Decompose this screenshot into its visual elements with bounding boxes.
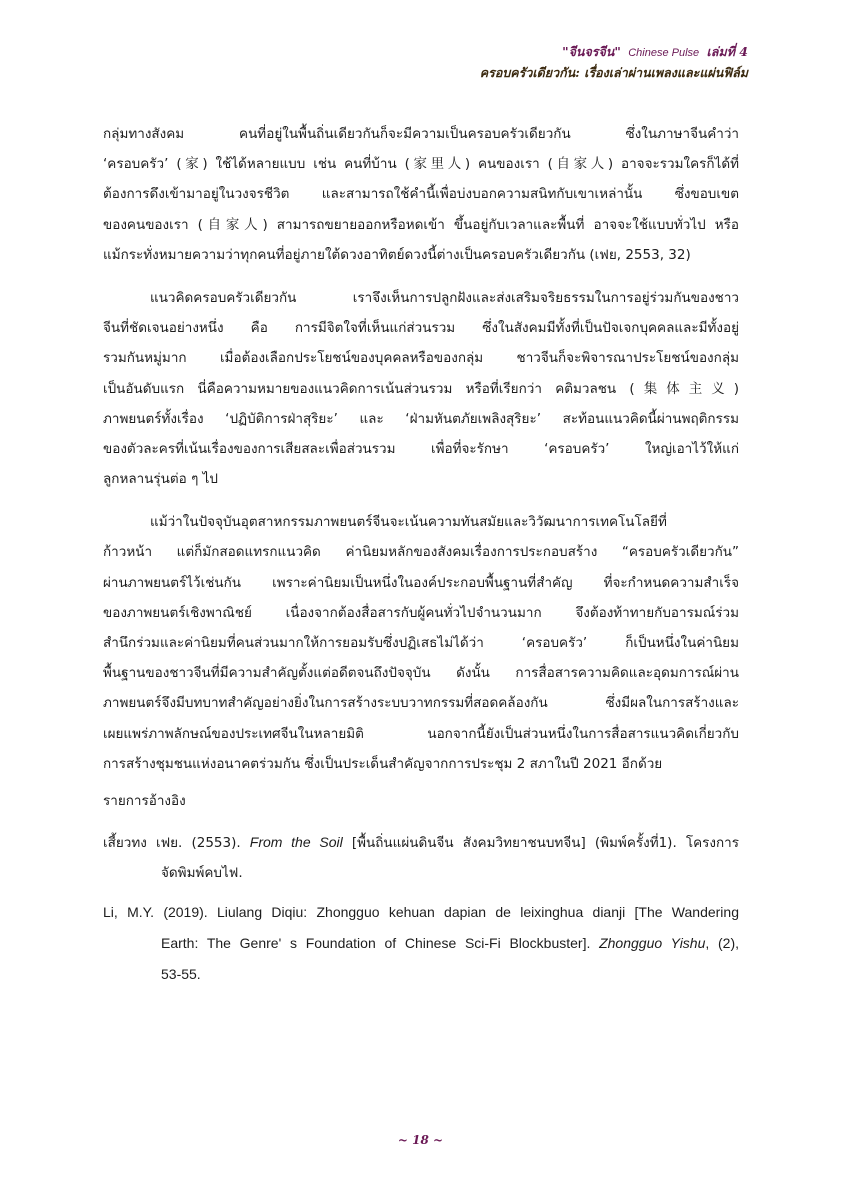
text-line: กลุ่มทางสังคม คนที่อยู่ในพื้นถิ่นเดียวกันก็จะมีความเป็นครอบครัวเดียวกัน ซึ่งในภาษาจีนคำว่า bbox=[103, 126, 739, 142]
text-line: ภาพยนตร์จึงมีบทบาทสำคัญอย่างยิ่งในการสร้างระบบวาทกรรมที่สอดคล้องกัน ซึ่งมีผลในการสร้างและ bbox=[103, 695, 739, 712]
journal-english-title: Chinese Pulse bbox=[628, 47, 700, 59]
reference-entry bbox=[103, 897, 739, 990]
text-line: แม้ว่าในปัจจุบันอุตสาหกรรมภาพยนตร์จีนจะเน้นความทันสมัยและวิวัฒนาการเทคโนโลยีที่ bbox=[150, 514, 667, 531]
reference-line bbox=[103, 928, 739, 959]
volume-label: เล่มที่ 4 bbox=[706, 44, 748, 59]
text-line: เป็นอันดับแรก นี่คือความหมายของแนวคิดการเน้นส่วนรวม หรือที่เรียกว่า คติมวลชน (集体主义) bbox=[103, 380, 739, 397]
paragraph-gap bbox=[103, 494, 739, 507]
text-line: สำนึกร่วมและค่านิยมที่คนส่วนมากให้การยอมรับซึ่งปฏิเสธไม่ได้ว่า ‘ครอบครัว’ ก็เป็นหนึ่งในค่านิยม bbox=[103, 635, 739, 651]
reference-line bbox=[103, 827, 739, 858]
reference-author-year: เสี้ยวทง เฟย. (2553). bbox=[103, 834, 250, 851]
text-line: เผยแพร่ภาพลักษณ์ของประเทศจีนในหลายมิติ นอกจากนี้ยังเป็นส่วนหนึ่งในการสื่อสารแนวคิดเกี่ยวกับ bbox=[103, 725, 739, 742]
text-line: ภาพยนตร์ทั้งเรื่อง ‘ปฏิบัติการฝ่าสุริยะ’ และ ‘ฝ่ามหันตภัยเพลิงสุริยะ’ สะท้อนแนวคิดนี้ผ่านพฤติกรรม bbox=[103, 410, 739, 427]
paragraph-1 bbox=[103, 119, 739, 270]
text-line: ของคนของเรา (自家人) สามารถขยายออกหรือหดเข้า ขึ้นอยู่กับเวลาและพื้นที่ อาจจะใช้แบบทั่วไป หรือ bbox=[103, 216, 739, 233]
reference-line: Li, M.Y. (2019). Liulang Diqiu: Zhongguo kehuan dapian de leixinghua dianji [The Wandering bbox=[103, 903, 739, 920]
reference-journal-title: Zhongguo Yishu bbox=[599, 934, 706, 951]
text-line: แนวคิดครอบครัวเดียวกัน เราจึงเห็นการปลูกฝังและส่งเสริมจริยธรรมในการอยู่ร่วมกันของชาว bbox=[150, 289, 739, 306]
text-line: ก้าวหน้า แต่ก็มักสอดแทรกแนวคิด ค่านิยมหลักของสังคมเรื่องการประกอบสร้าง “ครอบครัวเดียวกัน” bbox=[103, 544, 739, 561]
text-line: การสร้างชุมชนแห่งอนาคตร่วมกัน ซึ่งเป็นประเด็นสำคัญจากการประชุม 2 สภาในปี 2021 อีกด้วย bbox=[103, 755, 663, 772]
text-line: ‘ครอบครัว’ (家) ใช้ได้หลายแบบ เช่น คนที่บ้าน (家里人) คนของเรา (自家人) อาจจะรวมใครก็ได้ที่ bbox=[103, 156, 739, 173]
header-journal-line bbox=[480, 42, 748, 63]
text-line: แม้กระทั่งหมายความว่าทุกคนที่อยู่ภายใต้ดวงอาทิตย์ดวงนี้ต่างเป็นครอบครัวเดียวกัน (เฟย, 2553, 32) bbox=[103, 246, 691, 263]
text-line: ของตัวละครที่เน้นเรื่องของการเสียสละเพื่อส่วนรวม เพื่อที่จะรักษา ‘ครอบครัว’ ใหญ่เอาไว้ให้แก่ bbox=[103, 440, 739, 457]
reference-title-part: Earth: The Genre' s Foundation of Chinese Sci-Fi Blockbuster]. bbox=[161, 934, 600, 951]
reference-issue: , (2), bbox=[705, 934, 740, 951]
text-line: ลูกหลานรุ่นต่อ ๆ ไป bbox=[103, 471, 218, 488]
text-line: พื้นฐานของชาวจีนที่มีความสำคัญตั้งแต่อดีตจนถึงปัจจุบัน ดังนั้น การสื่อสารความคิดและอุดมการณ์ผ่าน bbox=[103, 665, 739, 682]
reference-line: 53-55. bbox=[161, 965, 201, 982]
paragraph-2 bbox=[103, 283, 739, 494]
text-line: ของภาพยนตร์เชิงพาณิชย์ เนื่องจากต้องสื่อสารกับผู้คนทั่วไปจำนวนมาก จึงต้องท้าทายกับอารมณ์ร่วม bbox=[103, 604, 739, 621]
text-line: จีนที่ชัดเจนอย่างหนึ่ง คือ การมีจิตใจที่เห็นแก่ส่วนรวม ซึ่งในสังคมมีทั้งที่เป็นปัจเจกบุคคลและมีทั้งอยู่ bbox=[103, 320, 739, 337]
text-line: ผ่านภาพยนตร์ไว้เช่นกัน เพราะค่านิยมเป็นหนึ่งในองค์ประกอบพื้นฐานที่สำคัญ ที่จะกำหนดความสำเร็จ bbox=[103, 574, 739, 591]
reference-details: [พื้นถิ่นแผ่นดินจีน สังคมวิทยาชนบทจีน] (พิมพ์ครั้งที่1). โครงการ bbox=[342, 834, 739, 851]
references-heading: รายการอ้างอิง bbox=[103, 792, 186, 809]
reference-line: จัดพิมพ์คบไฟ. bbox=[161, 864, 243, 881]
reference-entry bbox=[103, 827, 739, 889]
text-line: ต้องการดึงเข้ามาอยู่ในวงจรชีวิต และสามารถใช้คำนี้เพื่อบ่งบอกความสนิทกับเขาเหล่านั้น ซึ่งขอบเขต bbox=[103, 186, 739, 203]
paragraph-3 bbox=[103, 507, 739, 779]
page-number: ~ 18 ~ bbox=[397, 1133, 444, 1147]
paragraph-gap bbox=[103, 270, 739, 283]
running-header bbox=[480, 42, 748, 83]
journal-thai-title: "จีนจรจีน" bbox=[562, 44, 621, 59]
reference-book-title: From the Soil bbox=[249, 833, 343, 850]
article-body bbox=[103, 119, 739, 990]
header-subtitle: ครอบครัวเดียวกัน: เรื่องเล่าผ่านเพลงและแผ่นฟิล์ม bbox=[479, 65, 748, 80]
text-line: รวมกันหมู่มาก เมื่อต้องเลือกประโยชน์ของบุคคลหรือของกลุ่ม ชาวจีนก็จะพิจารณาประโยชน์ของกลุ่ม bbox=[103, 350, 739, 367]
